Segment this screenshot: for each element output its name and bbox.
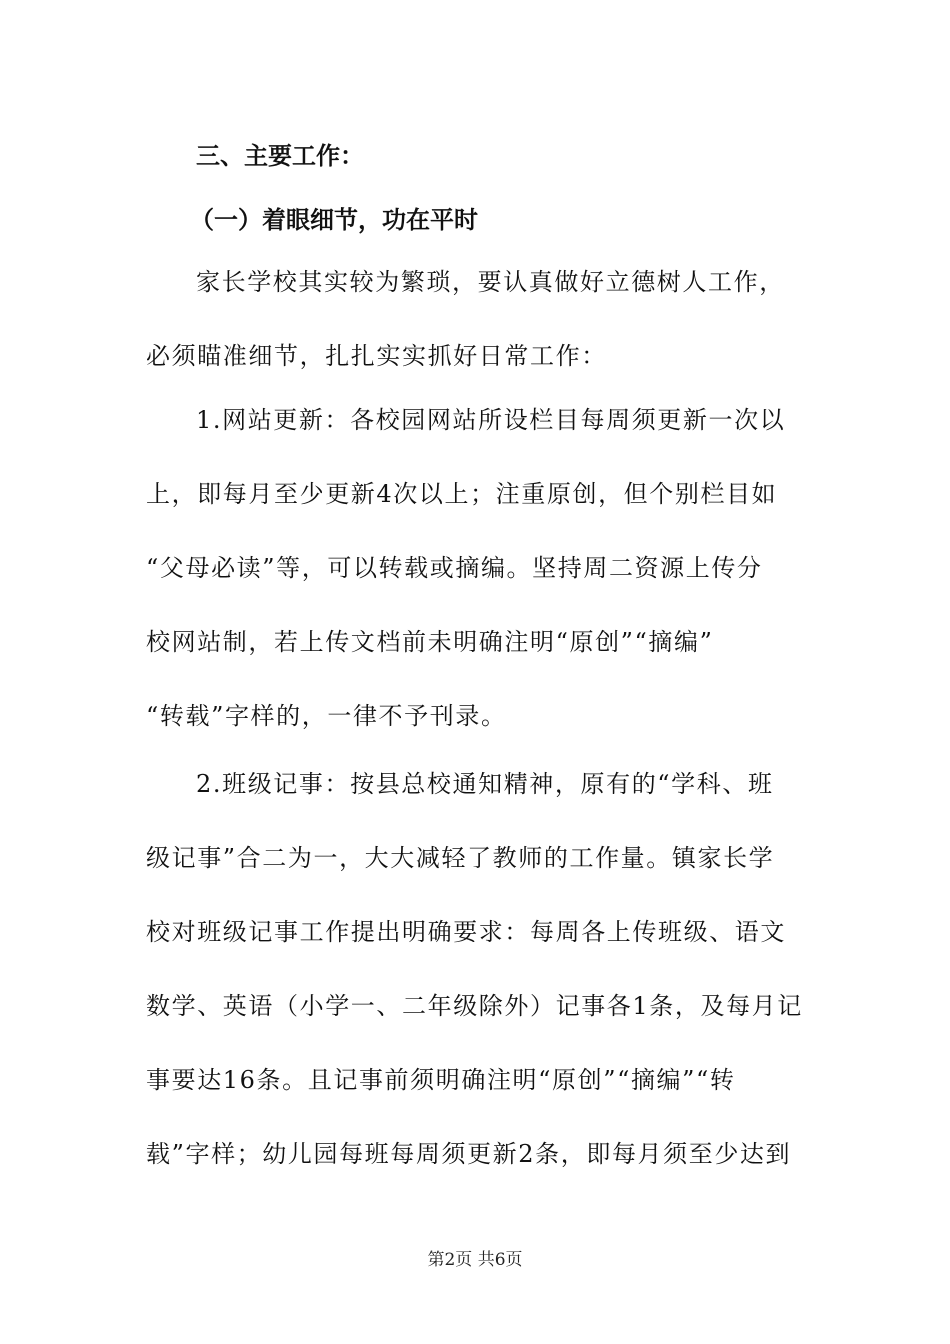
- body-line: 数学、英语（小学一、二年级除外）记事各1条，及每月记: [146, 992, 803, 1020]
- body-line: 家长学校其实较为繁琐，要认真做好立德树人工作，: [196, 268, 785, 296]
- body-line: 上，即每月至少更新4次以上；注重原创，但个别栏目如: [146, 480, 778, 508]
- body-line: “转载”字样的，一律不予刊录。: [146, 702, 507, 730]
- body-line: 1.网站更新：各校园网站所设栏目每周须更新一次以: [196, 406, 786, 434]
- body-line: 事要达16条。且记事前须明确注明“原创”“摘编”“转: [146, 1066, 736, 1094]
- body-line: 2.班级记事：按县总校通知精神，原有的“学科、班: [196, 770, 774, 798]
- body-line: 级记事”合二为一，大大减轻了教师的工作量。镇家长学: [146, 844, 775, 872]
- body-line: “父母必读”等，可以转载或摘编。坚持周二资源上传分: [146, 554, 763, 582]
- subsection-heading: （一）着眼细节，功在平时: [190, 206, 478, 234]
- section-heading: 三、主要工作：: [196, 142, 364, 170]
- page-number: 第2页 共6页: [427, 1250, 523, 1270]
- body-line: 载”字样；幼儿园每班每周须更新2条，即每月须至少达到: [146, 1140, 792, 1168]
- body-line: 校网站制，若上传文档前未明确注明“原创”“摘编”: [146, 628, 714, 656]
- body-line: 校对班级记事工作提出明确要求：每周各上传班级、语文: [146, 918, 786, 946]
- body-line: 必须瞄准细节，扎扎实实抓好日常工作：: [146, 342, 607, 370]
